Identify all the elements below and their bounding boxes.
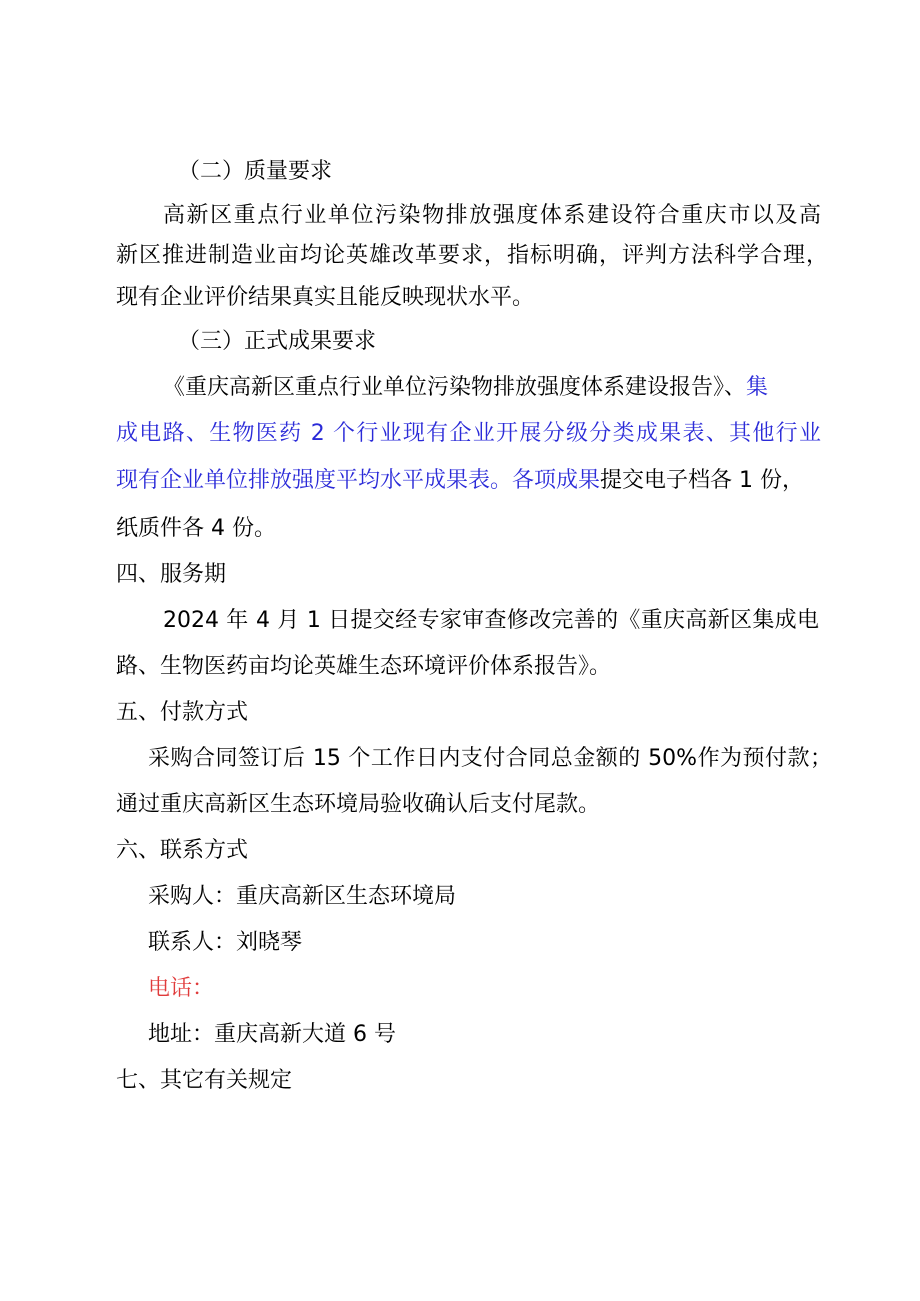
section-4-heading: 四、服务期 [116,562,227,587]
phone-line: 电话： [148,976,215,1001]
section-3-line-4: 纸质件各 4 份。 [116,516,276,541]
section-2-heading: （二）质量要求 [178,159,333,184]
address-line: 地址：重庆高新大道 6 号 [148,1022,396,1047]
section-6-heading: 六、联系方式 [116,838,249,863]
section-2-paragraph-line-3: 现有企业评价结果真实且能反映现状水平。 [116,285,535,310]
purchaser-line: 采购人：重庆高新区生态环境局 [148,884,457,909]
section-5-line-2: 通过重庆高新区生态环境局验收确认后支付尾款。 [116,792,601,817]
section-3-heading: （三）正式成果要求 [178,329,377,354]
section-2-paragraph-line-2: 新区推进制造业亩均论英雄改革要求，指标明确，评判方法科学合理， [116,243,828,268]
section-3-line-1 [163,373,768,403]
section-4-line-1: 2024 年 4 月 1 日提交经专家审查修改完善的《重庆高新区集成电 [163,608,819,633]
contact-person-line: 联系人：刘晓琴 [148,930,303,955]
section-3-line-1-blue: 集 [746,375,769,400]
section-5-line-1: 采购合同签订后 15 个工作日内支付合同总金额的 50%作为预付款； [148,746,832,771]
section-2-paragraph-line-1: 高新区重点行业单位污染物排放强度体系建设符合重庆市以及高 [163,203,821,228]
section-7-heading: 七、其它有关规定 [116,1068,293,1093]
section-5-heading: 五、付款方式 [116,700,249,725]
section-3-line-3-blue: 现有企业单位排放强度平均水平成果表。各项成果 [116,468,601,493]
section-3-line-1-black: 《重庆高新区重点行业单位污染物排放强度体系建设报告》、 [163,375,747,400]
section-3-line-2: 成电路、生物医药 2 个行业现有企业开展分级分类成果表、其他行业 [116,421,821,446]
section-4-line-2: 路、生物医药亩均论英雄生态环境评价体系报告》。 [116,654,612,679]
section-3-line-3 [116,466,804,496]
section-3-line-3-black: 提交电子档各 1 份， [600,468,804,493]
